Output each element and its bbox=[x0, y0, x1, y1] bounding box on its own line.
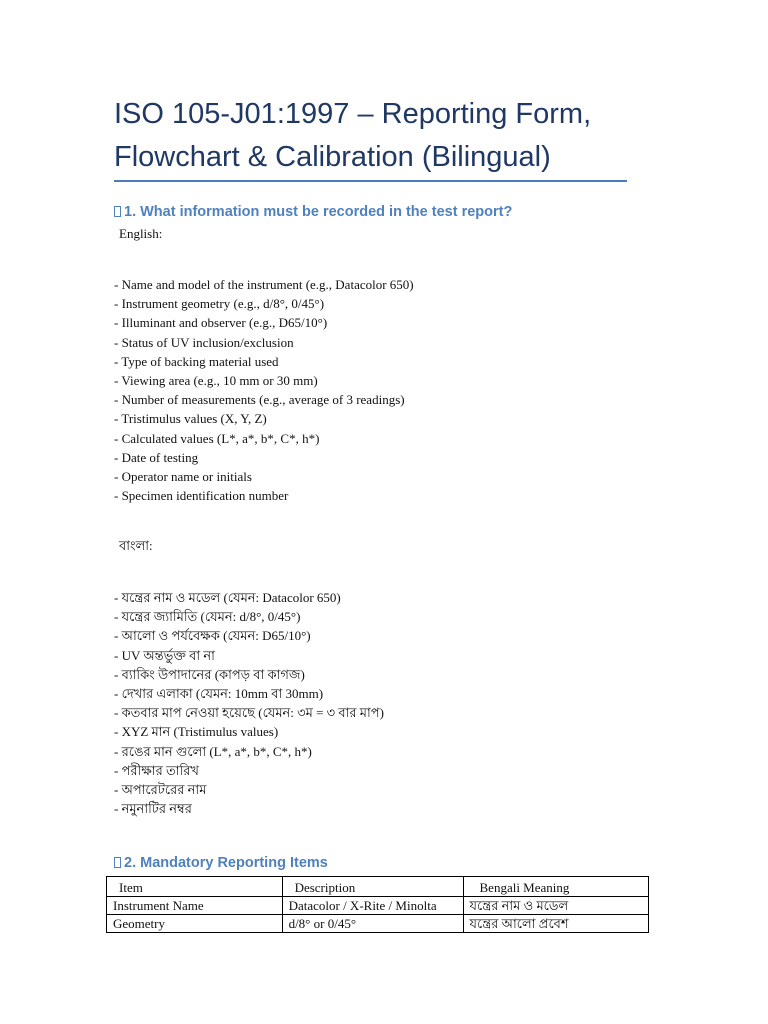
section-1-heading-text: 1. What information must be recorded in the test report? bbox=[124, 204, 513, 220]
list-item: - যন্ত্রের নাম ও মডেল (যেমন: Datacolor 650) bbox=[114, 590, 341, 605]
english-label: English: bbox=[119, 226, 163, 241]
list-item: - Type of backing material used bbox=[114, 353, 279, 369]
column-header-bengali-meaning: Bengali Meaning bbox=[463, 877, 649, 897]
section-2-heading bbox=[114, 855, 328, 871]
list-item: - Number of measurements (e.g., average of 3 readings) bbox=[114, 392, 405, 408]
table-header-row bbox=[107, 877, 649, 897]
reporting-items-table bbox=[106, 876, 649, 933]
list-item: - দেখার এলাকা (যেমন: 10mm বা 30mm) bbox=[114, 686, 324, 702]
list-item: - যন্ত্রের জ্যামিতি (যেমন: d/8°, 0/45°) bbox=[114, 609, 301, 625]
table-cell: যন্ত্রের নাম ও মডেল bbox=[463, 897, 649, 915]
list-item: - Illuminant and observer (e.g., D65/10°) bbox=[114, 315, 328, 331]
list-item: - পরীক্ষার তারিখ bbox=[114, 762, 199, 778]
list-item: - নমুনাটির নম্বর bbox=[114, 801, 192, 817]
list-item: - রঙের মান গুলো (L*, a*, b*, C*, h*) bbox=[114, 743, 312, 759]
list-item: - Specimen identification number bbox=[114, 488, 289, 504]
section-1-heading bbox=[114, 204, 512, 220]
table-row bbox=[107, 897, 649, 915]
list-item: - ব্যাকিং উপাদানের (কাপড় বা কাগজ) bbox=[114, 666, 305, 682]
checkbox-icon bbox=[114, 206, 121, 217]
column-header-description: Description bbox=[282, 877, 463, 897]
document-title: ISO 105-J01:1997 – Reporting Form, Flowchart & Calibration (Bilingual) bbox=[114, 98, 592, 173]
column-header-item: Item bbox=[107, 877, 283, 897]
list-item: - Tristimulus values (X, Y, Z) bbox=[114, 411, 267, 427]
table-cell: d/8° or 0/45° bbox=[282, 915, 463, 933]
title-underline bbox=[114, 180, 627, 182]
list-item: - Operator name or initials bbox=[114, 469, 252, 485]
bengali-requirements-list bbox=[114, 588, 384, 818]
table-row bbox=[107, 915, 649, 933]
list-item: - কতবার মাপ নেওয়া হয়েছে (যেমন: ৩ম = ৩ বার মাপ) bbox=[114, 705, 384, 721]
checkbox-icon bbox=[114, 857, 121, 868]
section-2-heading-text: 2. Mandatory Reporting Items bbox=[124, 855, 328, 871]
list-item: - XYZ মান (Tristimulus values) bbox=[114, 724, 279, 740]
table-cell: Instrument Name bbox=[107, 897, 283, 915]
list-item: - আলো ও পর্যবেক্ষক (যেমন: D65/10°) bbox=[114, 628, 311, 644]
list-item: - Viewing area (e.g., 10 mm or 30 mm) bbox=[114, 373, 318, 389]
list-item: - Date of testing bbox=[114, 449, 199, 465]
bengali-label: বাংলা: bbox=[119, 538, 153, 553]
table-cell: Datacolor / X-Rite / Minolta bbox=[282, 897, 463, 915]
list-item: - Calculated values (L*, a*, b*, C*, h*) bbox=[114, 430, 320, 446]
list-item: - Name and model of the instrument (e.g., Datacolor 650) bbox=[114, 277, 414, 292]
table-cell: যন্ত্রের আলো প্রবেশ bbox=[463, 915, 649, 933]
list-item: - Instrument geometry (e.g., d/8°, 0/45°) bbox=[114, 296, 325, 312]
table-cell: Geometry bbox=[107, 915, 283, 933]
list-item: - UV অন্তর্ভুক্ত বা না bbox=[114, 647, 215, 663]
english-requirements-list bbox=[114, 275, 414, 505]
list-item: - Status of UV inclusion/exclusion bbox=[114, 334, 294, 350]
list-item: - অপারেটরের নাম bbox=[114, 782, 207, 798]
